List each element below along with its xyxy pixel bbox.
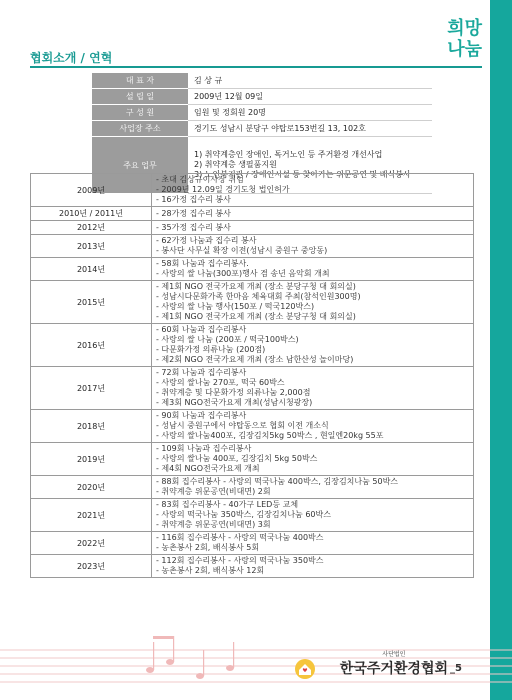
history-item: - 사랑의 쌀나눔400포, 김장김치5kg 50박스 , 현일엔20kg 55포 — [156, 431, 384, 440]
history-items — [152, 443, 474, 476]
history-item: - 성남시 중원구에서 야탑동으로 협회 이전 개소식 — [156, 421, 329, 430]
history-row — [31, 532, 474, 555]
info-row — [92, 89, 432, 105]
history-row — [31, 324, 474, 367]
history-year: 2012년 — [31, 221, 152, 235]
history-items — [152, 555, 474, 578]
history-row — [31, 476, 474, 499]
history-item: - 28가정 집수리 봉사 — [156, 208, 231, 218]
history-row — [31, 221, 474, 235]
history-year: 2019년 — [31, 443, 152, 476]
history-row — [31, 207, 474, 221]
history-item: - 취약계층 및 다문화가정 의류나눔 2,000점 — [156, 388, 311, 397]
history-items — [152, 221, 474, 235]
history-item: - 취약계층 위문공연(비대면) 2회 — [156, 487, 271, 496]
history-item: - 성남시다문화가족 한마음 체육대회 주최(참석인원300명) — [156, 292, 361, 301]
history-item: - 사랑의 쌀나눔 270포, 떡국 60박스 — [156, 378, 285, 387]
duty-item: 3) 노인복지관 / 장애인시설 등 찾아가는 위문공연 및 배식봉사 — [194, 170, 411, 179]
brand-line-2: 나눔 — [447, 39, 482, 60]
history-item: - 사랑의 쌀 나눔 (200포 / 떡국100박스) — [156, 335, 299, 344]
history-items — [152, 367, 474, 410]
association-logo-icon — [294, 658, 316, 680]
info-row — [92, 105, 432, 121]
history-row — [31, 235, 474, 258]
history-year: 2015년 — [31, 281, 152, 324]
section-divider — [30, 66, 482, 68]
brand-title — [447, 18, 482, 60]
history-year: 2022년 — [31, 532, 152, 555]
info-row — [92, 73, 432, 89]
side-color-bar — [490, 0, 512, 700]
history-item: - 2009년 12.09일 경기도청 법인허가 — [156, 185, 290, 194]
footer-org-name: 한국주거환경협회 — [339, 661, 448, 677]
history-items — [152, 324, 474, 367]
history-item: - 다문화가정 의류나눔 (200점) — [156, 345, 266, 354]
info-value: 2009년 12월 09일 — [188, 89, 432, 105]
history-year: 2020년 — [31, 476, 152, 499]
history-year: 2018년 — [31, 410, 152, 443]
history-item: - 112회 집수리봉사 - 사랑의 떡국나눔 350박스 — [156, 556, 324, 565]
history-item: - 제4회 NGO전국가요제 개최 — [156, 464, 260, 473]
duty-item: 1) 취약계층인 장애인, 독거노인 등 주거환경 개선사업 — [194, 150, 383, 159]
history-row — [31, 281, 474, 324]
page-number: _5 — [450, 663, 462, 674]
info-label: 구 성 원 — [92, 105, 188, 121]
history-item: - 제3회 NGO전국가요제 개최(성남시청광장) — [156, 398, 313, 407]
history-item: - 봉사단 사무실 확장 이전(성남시 중원구 중앙동) — [156, 246, 328, 255]
history-item: - 사랑의 쌀나눔 400포, 김장김치 5kg 50박스 — [156, 454, 318, 463]
info-value: 임원 및 정회원 20명 — [188, 105, 432, 121]
history-item: - 62가정 나눔과 집수리 봉사 — [156, 236, 257, 245]
history-items — [152, 235, 474, 258]
history-items — [152, 476, 474, 499]
history-year: 2016년 — [31, 324, 152, 367]
info-label: 사업장 주소 — [92, 121, 188, 137]
history-items — [152, 410, 474, 443]
history-year: 2023년 — [31, 555, 152, 578]
history-items — [152, 499, 474, 532]
footer-organization — [340, 649, 448, 678]
history-year: 2017년 — [31, 367, 152, 410]
history-item: - 116회 집수리봉사 - 사랑의 떡국나눔 400박스 — [156, 533, 324, 542]
history-item: - 16가정 집수리 봉사 — [156, 195, 231, 204]
history-item: - 88회 집수리봉사 - 사랑의 떡국나눔 400박스, 김장김치나눔 50박스 — [156, 477, 399, 486]
duties-label: 주요 업무 — [92, 137, 188, 194]
history-item: - 83회 집수리봉사 - 40가구 LED등 교체 — [156, 500, 299, 509]
history-item: - 58회 나눔과 집수리봉사. — [156, 259, 249, 268]
info-row — [92, 121, 432, 137]
history-year: 2009년 — [31, 174, 152, 207]
history-year: 2014년 — [31, 258, 152, 281]
history-item: - 농촌봉사 2회, 배식봉사 12회 — [156, 566, 265, 575]
history-item: - 90회 나눔과 집수리봉사 — [156, 411, 247, 420]
history-item: - 제1회 NGO 전국가요제 개최 (장소 분당구청 대 회의실) — [156, 312, 356, 321]
history-year: 2013년 — [31, 235, 152, 258]
info-label: 설 립 일 — [92, 89, 188, 105]
duty-item: 2) 취약계층 생필품지원 — [194, 160, 277, 169]
history-row — [31, 367, 474, 410]
history-item: - 제2회 NGO 전국가요제 개최 (장소 남한산성 놀이마당) — [156, 355, 354, 364]
history-item: - 사랑의 쌀 나눔(300포)행사 겸 송년 음악회 개최 — [156, 269, 330, 278]
history-row — [31, 258, 474, 281]
history-item: - 사랑의 쌀 나눔 행사(150포 / 떡국120박스) — [156, 302, 315, 311]
info-label: 대 표 자 — [92, 73, 188, 89]
history-row — [31, 499, 474, 532]
history-items — [152, 174, 474, 207]
history-item: - 제1회 NGO 전국가요제 개최 (장소 분당구청 대 회의실) — [156, 282, 356, 291]
history-year: 2021년 — [31, 499, 152, 532]
history-item: - 109회 나눔과 집수리봉사 — [156, 444, 252, 453]
history-table — [30, 173, 474, 578]
history-item: - 농촌봉사 2회, 배식봉사 5회 — [156, 543, 260, 552]
history-item: - 60회 나눔과 집수리봉사 — [156, 325, 247, 334]
history-row — [31, 443, 474, 476]
brand-line-1: 희망 — [447, 18, 482, 39]
section-title: 협회소개 / 연혁 — [30, 51, 113, 65]
history-row — [31, 555, 474, 578]
history-item: - 사랑의 떡국나눔 350박스, 김장김치나눔 60박스 — [156, 510, 331, 519]
history-item: - 72회 나눔과 집수리봉사 — [156, 368, 247, 377]
history-item: - 35가정 집수리 봉사 — [156, 222, 231, 232]
history-row — [31, 174, 474, 207]
history-items — [152, 532, 474, 555]
history-row — [31, 410, 474, 443]
footer-org-type: 사단법인 — [382, 651, 406, 658]
history-item: - 취약계층 위문공연(비대면) 3회 — [156, 520, 271, 529]
history-item: - 초대 김상규이사장 취임 — [156, 175, 244, 184]
history-year: 2010년 / 2011년 — [31, 207, 152, 221]
history-items — [152, 281, 474, 324]
info-value: 경기도 성남시 분당구 야탑로153번길 13, 102호 — [188, 121, 432, 137]
history-items — [152, 207, 474, 221]
history-items — [152, 258, 474, 281]
info-value: 김 상 규 — [188, 73, 432, 89]
